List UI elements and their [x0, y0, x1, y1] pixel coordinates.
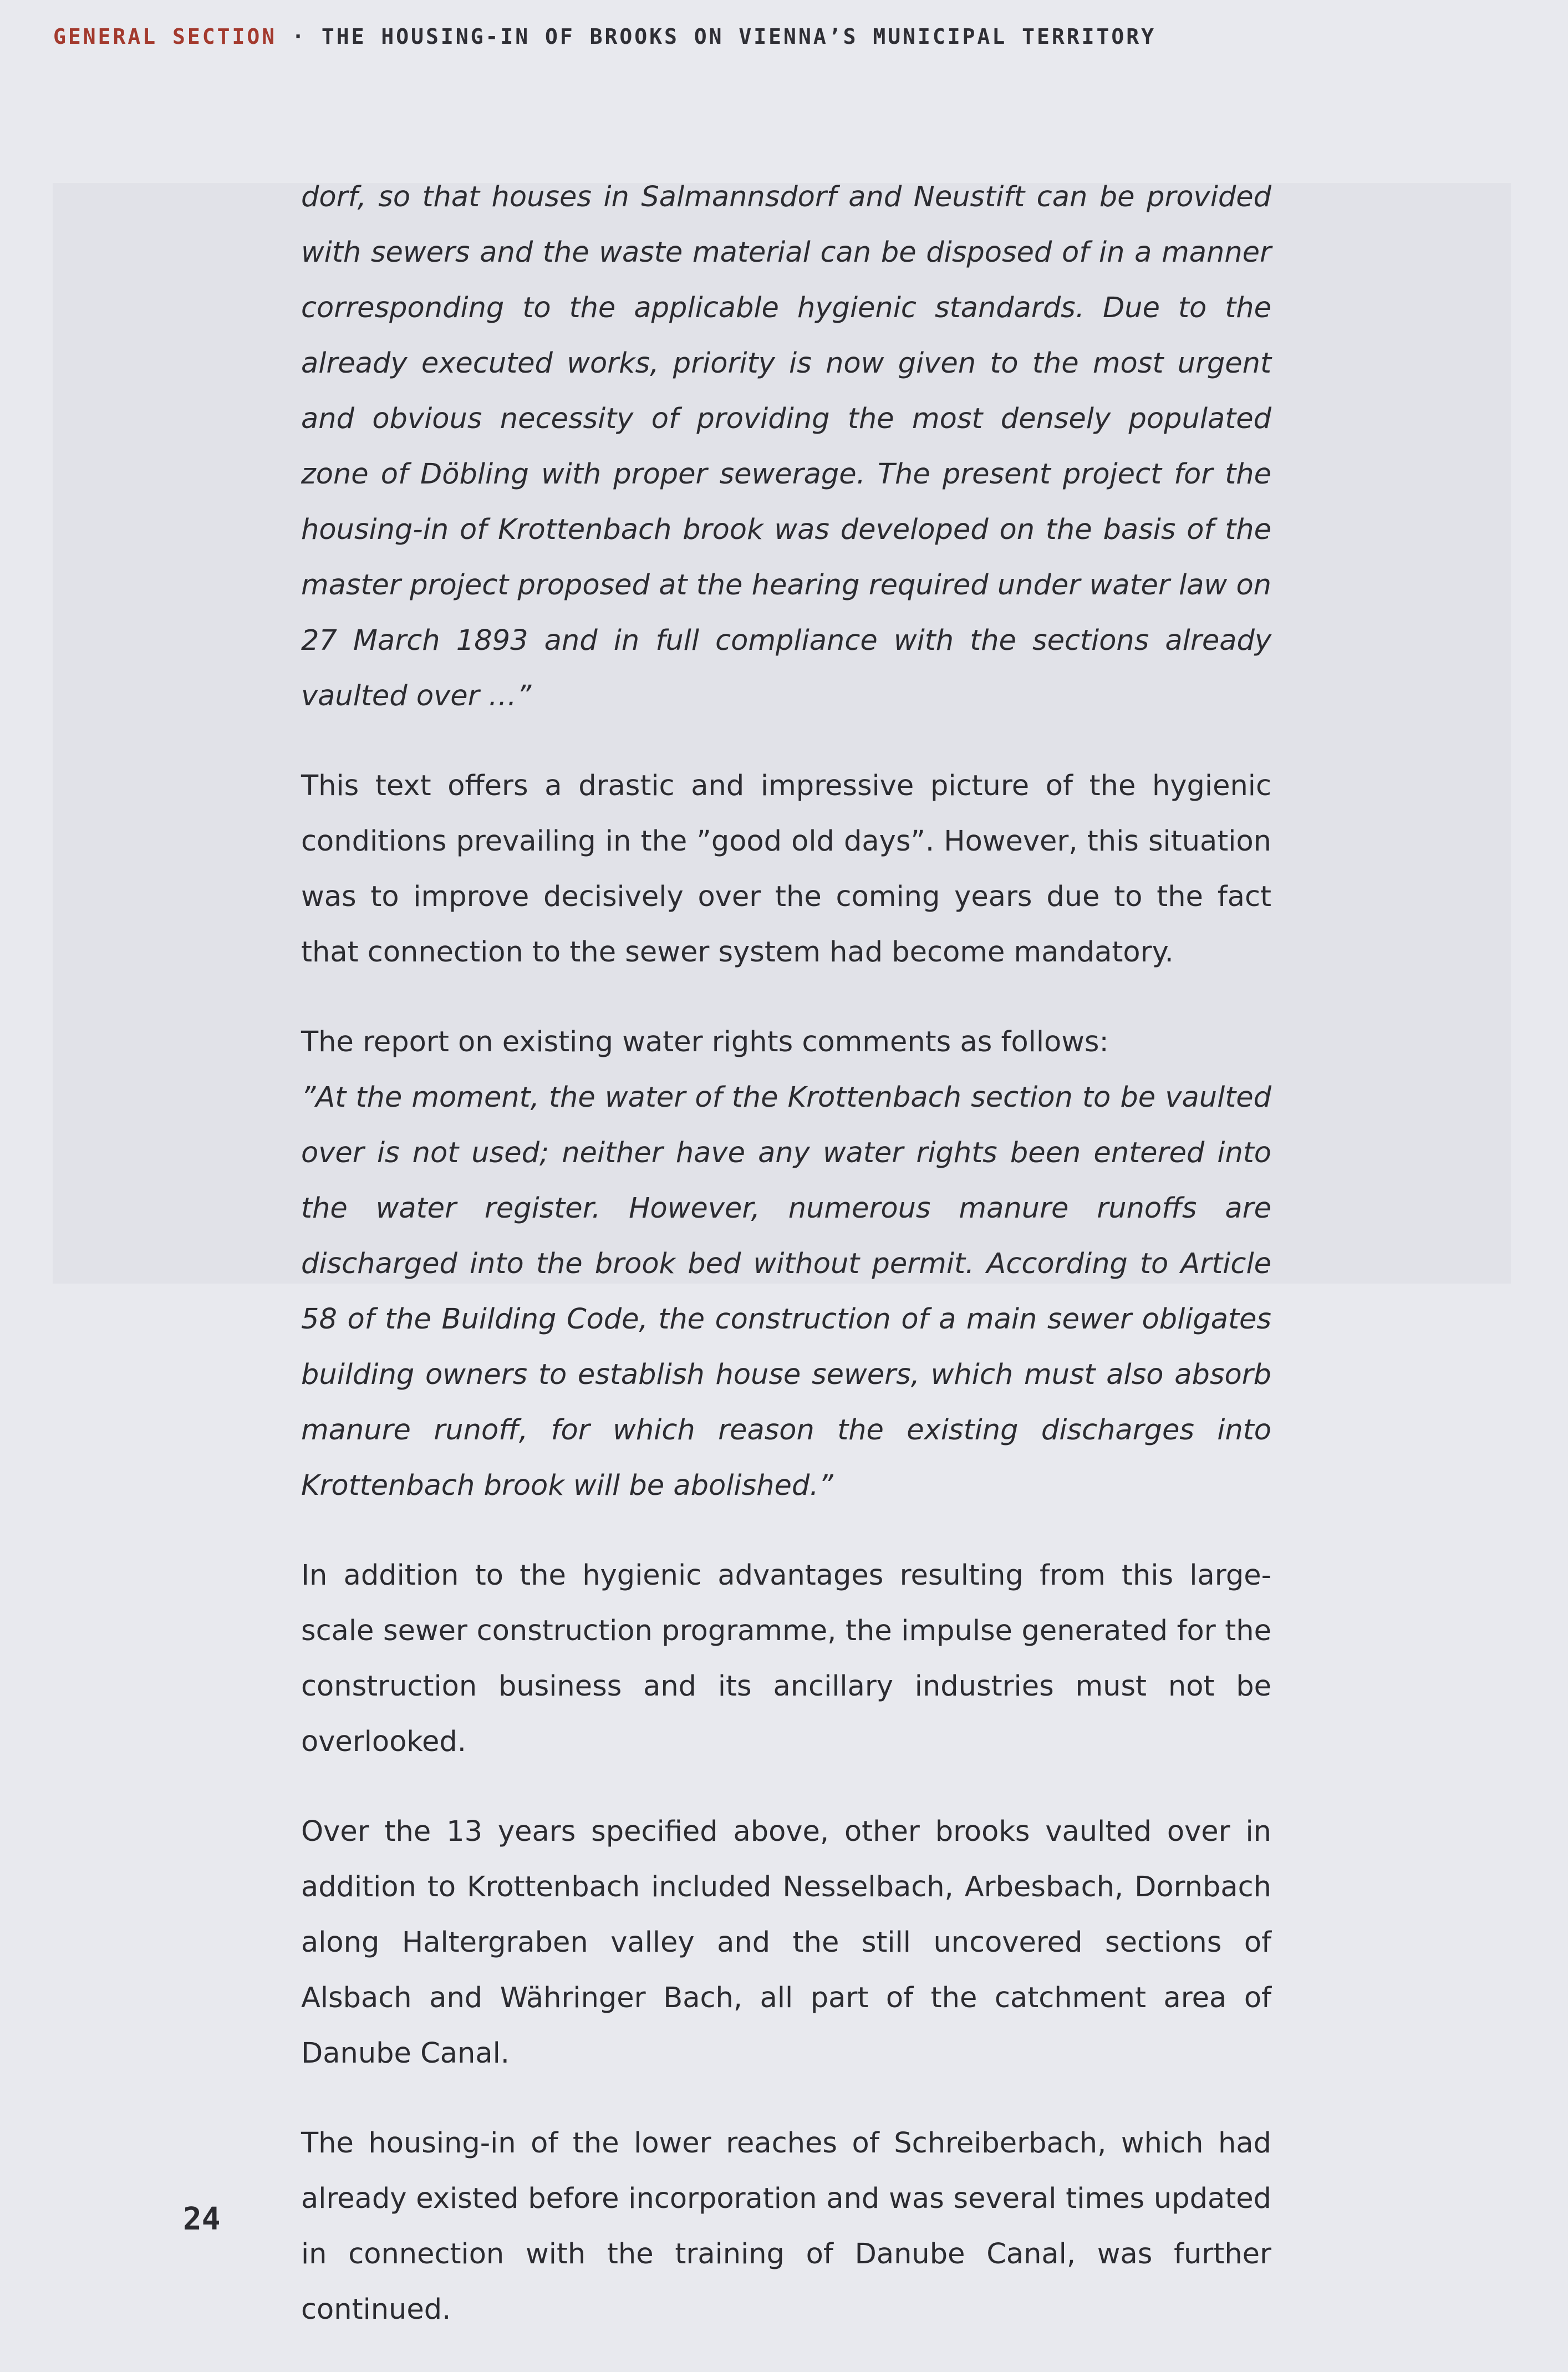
paragraph-quote-continuation: dorf, so that houses in Salmannsdorf and Neustift can be provided with sewers and the waste material can be disposed of in a manner corresponding to the applicable hygienic standards. Due to the already executed works, priority is now given to the most urgent and obvious necessity of providing the most densely populated zone of Döbling with proper sewerage. The present project for the housing-in of Krottenbach brook was developed on the basis of the master project proposed at the hearing required under water law on 27 March 1893 and in full compliance with the sections already vaulted over …”	[301, 181, 1271, 712]
body-text	[301, 170, 1271, 2372]
header-separator: ·	[292, 24, 307, 49]
running-header	[53, 24, 1156, 49]
paragraph-schreiberbach: The housing-in of the lower reaches of Schreiberbach, which had already existed before incorporation and was several times updated in connection with the training of Danube Canal, was further continued.	[301, 2127, 1271, 2326]
header-chapter-title: THE HOUSING-IN OF BROOKS ON VIENNA’S MUNICIPAL TERRITORY	[321, 24, 1157, 49]
paragraph-other-brooks: Over the 13 years specified above, other brooks vaulted over in addition to Krottenbach included Nesselbach, Arbesbach, Dornbach along Haltergraben valley and the still uncovered sections of Alsbach and Währinger Bach, all part of the catchment area of Danube Canal.	[301, 1815, 1271, 2070]
paragraph-water-rights-quote: ”At the moment, the water of the Krottenbach section to be vaulted over is not used; neither have any water rights been entered into the water register. However, numerous manure runoffs are discharged into the brook bed without permit. According to Article 58 of the Building Code, the construction of a main sewer obligates building owners to establish house sewers, which must also absorb manure runoff, for which reason the existing discharges into Krottenbach brook will be abolished.”	[301, 1081, 1271, 1502]
paragraph-hygienic-conditions: This text offers a drastic and impressive picture of the hygienic conditions prevailing in the ”good old days”. However, this situation was to improve decisively over the coming years due to the fact that connection to the sewer system had become mandatory.	[301, 770, 1271, 969]
header-section-label: GENERAL SECTION	[53, 24, 277, 49]
paragraph-construction-impulse: In addition to the hygienic advantages resulting from this large-scale sewer construction programme, the impulse generated for the construction business and its ancillary industries must not be overlooked.	[301, 1559, 1271, 1758]
page-number: 24	[183, 2201, 221, 2237]
paragraph-water-rights-intro: The report on existing water rights comments as follows:	[301, 1026, 1109, 1058]
